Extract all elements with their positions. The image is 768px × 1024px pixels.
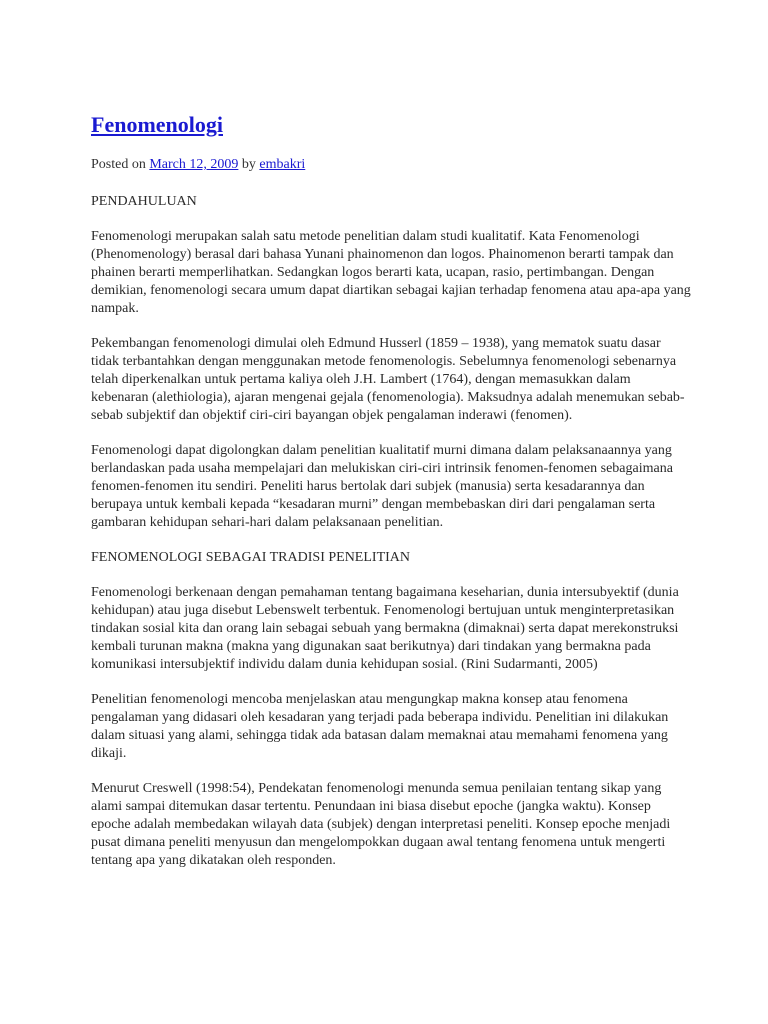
post-title-link[interactable]: Fenomenologi xyxy=(91,112,223,137)
post-meta xyxy=(91,156,691,174)
post-date-link[interactable]: March 12, 2009 xyxy=(149,157,239,172)
post-content xyxy=(91,193,691,870)
paragraph-2: Pekembangan fenomenologi dimulai oleh Edmund Husserl (1859 – 1938), yang mematok suatu dasar tidak terbantahkan dengan menggunakan metode fenomenologis. Sebelumnya fenomenologi sebenarnya telah diperkenalkan untuk pertama kaliya oleh J.H. Lambert (1764), dengan memasukkan dalam kebenaran (alethiologia), ajaran mengenai gejala (fenomenologia). Maksudnya adalah menemukan sebab-sebab subjektif dan objektif ciri-ciri bayangan objek pengalaman inderawi (fenomen). xyxy=(91,336,685,423)
paragraph-5: Penelitian fenomenologi mencoba menjelaskan atau mengungkap makna konsep atau fenomena pengalaman yang didasari oleh kesadaran yang terjadi pada beberapa individu. Penelitian ini dilakukan dalam situasi yang alami, sehingga tidak ada batasan dalam memaknai atau memahami fenomena yang dikaji. xyxy=(91,692,669,761)
by-label: by xyxy=(241,157,256,172)
posted-on-label: Posted on xyxy=(91,157,146,172)
section-heading-pendahuluan: PENDAHULUAN xyxy=(91,194,197,209)
paragraph-6: Menurut Creswell (1998:54), Pendekatan fenomenologi menunda semua penilaian tentang sikap yang alami sampai ditemukan dasar tertentu. Penundaan ini biasa disebut epoche (jangka waktu). Konsep epoche adalah membedakan wilayah data (subjek) dengan interpretasi peneliti. Konsep epoche menjadi pusat dimana peneliti menyusun dan mengelompokkan dugaan awal tentang fenomena untuk mengerti tentang apa yang dikatakan oleh responden. xyxy=(91,781,671,868)
blog-post xyxy=(91,110,691,887)
paragraph-3: Fenomenologi dapat digolongkan dalam penelitian kualitatif murni dimana dalam pelaksanaannya yang berlandaskan pada usaha mempelajari dan melukiskan ciri-ciri intrinsik fenomen-fenomen sebagaimana fenomen-fenomen itu sendiri. Peneliti harus bertolak dari subjek (manusia) serta kesadarannya dan berupaya untuk kembali kepada “kesadaran murni” dengan membebaskan diri dari pengalaman serta gambaran kehidupan sehari-hari dalam pelaksanaan penelitian. xyxy=(91,443,673,530)
paragraph-1: Fenomenologi merupakan salah satu metode penelitian dalam studi kualitatif. Kata Fenomenologi (Phenomenology) berasal dari bahasa Yunani phainomenon dan logos. Phainomenon berarti tampak dan phainen berarti memperlihatkan. Sedangkan logos berarti kata, ucapan, rasio, pertimbangan. Dengan demikian, fenomenologi secara umum dapat diartikan sebagai kajian terhadap fenomena atau apa-apa yang nampak. xyxy=(91,229,691,316)
author-link[interactable]: embakri xyxy=(259,157,306,172)
paragraph-4: Fenomenologi berkenaan dengan pemahaman tentang bagaimana keseharian, dunia intersubyektif (dunia kehidupan) atau juga disebut Lebenswelt terbentuk. Fenomenologi bertujuan untuk menginterpretasikan tindakan sosial kita dan orang lain sebagai sebuah yang bermakna (dimaknai) serta dapat merekonstruksi kembali turunan makna (makna yang digunakan saat berikutnya) dari tindakan yang bermakna pada komunikasi intersubjektif individu dalam dunia kehidupan sosial. (Rini Sudarmanti, 2005) xyxy=(91,585,679,672)
section-heading-tradisi: FENOMENOLOGI SEBAGAI TRADISI PENELITIAN xyxy=(91,550,410,565)
post-title xyxy=(91,110,691,140)
